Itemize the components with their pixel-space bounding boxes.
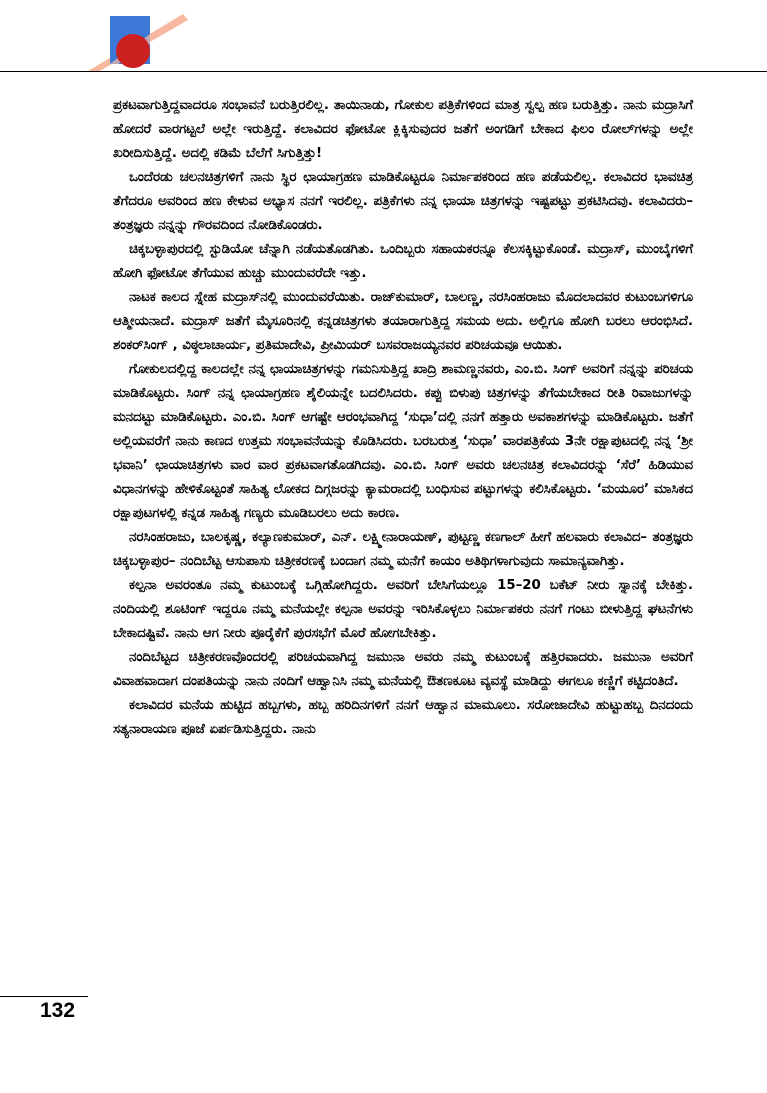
page-number: 132 [40, 999, 76, 1022]
header-rule [0, 71, 767, 72]
logo-red-circle [116, 34, 150, 68]
paragraph-9: ಕಲಾವಿದರ ಮನೆಯ ಹುಟ್ಟಿದ ಹಬ್ಬಗಳು, ಹಬ್ಬ ಹರಿದಿನಗಳಿಗೆ ನನಗೆ ಆಹ್ವಾನ ಮಾಮೂಲು. ಸರೋಜಾದೇವಿ ಹುಟ್ಟುಹಬ್ಬ ದಿನದಂದು ಸತ್ಯನಾರಾಯಣ ಪೂಜೆ ಏರ್ಪಡಿಸುತ್ತಿದ್ದರು. ನಾನು [113, 698, 693, 737]
paragraph-3: ಚಿಕ್ಕಬಳ್ಳಾಪುರದಲ್ಲಿ ಸ್ಟುಡಿಯೋ ಚೆನ್ನಾಗಿ ನಡೆಯತೊಡಗಿತು. ಒಂದಿಬ್ಬರು ಸಹಾಯಕರನ್ನೂ ಕೆಲಸಕ್ಕಿಟ್ಟುಕೊಂಡೆ. ಮದ್ರಾಸ್, ಮುಂಬೈಗಳಿಗೆ ಹೋಗಿ ಫೋಟೋ ತೆಗೆಯುವ ಹುಚ್ಚು ಮುಂದುವರೆದೇ ಇತ್ತು. [113, 242, 693, 281]
paragraph-4: ನಾಟಕ ಕಾಲದ ಸ್ನೇಹ ಮದ್ರಾಸ್‌ನಲ್ಲಿ ಮುಂದುವರೆಯಿತು. ರಾಜ್‌ಕುಮಾರ್, ಬಾಲಣ್ಣ, ನರಸಿಂಹರಾಜು ಮೊದಲಾದವರ ಕುಟುಂಬಗಳಿಗೂ ಆತ್ಮೀಯನಾದೆ. ಮದ್ರಾಸ್ ಜತೆಗೆ ಮೈಸೂರಿನಲ್ಲಿ ಕನ್ನಡಚಿತ್ರಗಳು ತಯಾರಾಗುತ್ತಿದ್ದ ಸಮಯ ಅದು. ಅಲ್ಲಿಗೂ ಹೋಗಿ ಬರಲು ಆರಂಭಿಸಿದೆ. ಶಂಕರ್‌ಸಿಂಗ್ , ವಿಠ್ಠಲಾಚಾರ್ಯ, ಪ್ರತಿಮಾದೇವಿ, ಪ್ರೀಮಿಯರ್ ಬಸವರಾಜಯ್ಯನವರ ಪರಿಚಯವೂ ಆಯಿತು. [113, 290, 693, 353]
paragraph-1: ಪ್ರಕಟವಾಗುತ್ತಿದ್ದವಾದರೂ ಸಂಭಾವನೆ ಬರುತ್ತಿರಲಿಲ್ಲ. ತಾಯಿನಾಡು, ಗೋಕುಲ ಪತ್ರಿಕೆಗಳಿಂದ ಮಾತ್ರ ಸ್ವಲ್ಪ ಹಣ ಬರುತ್ತಿತ್ತು. ನಾನು ಮದ್ರಾಸಿಗೆ ಹೋದರೆ ವಾರಗಟ್ಟಲೆ ಅಲ್ಲೇ ಇರುತ್ತಿದ್ದೆ. ಕಲಾವಿದರ ಫೋಟೋ ಕ್ಲಿಕ್ಕಿಸುವುದರ ಜತೆಗೆ ಅಂಗಡಿಗೆ ಬೇಕಾದ ಫಿಲಂ ರೋಲ್‌ಗಳನ್ನು ಅಲ್ಲೇ ಖರೀದಿಸುತ್ತಿದ್ದೆ. ಅದಲ್ಲಿ ಕಡಿಮೆ ಬೆಲೆಗೆ ಸಿಗುತ್ತಿತ್ತು! [113, 98, 693, 161]
publisher-logo [88, 14, 188, 72]
paragraph-7: ಕಲ್ಪನಾ ಅವರಂತೂ ನಮ್ಮ ಕುಟುಂಬಕ್ಕೆ ಒಗ್ಗಿಹೋಗಿದ್ದರು. ಅವರಿಗೆ ಬೇಸಿಗೆಯಲ್ಲೂ 15–20 ಬಕೆಟ್ ನೀರು ಸ್ನಾನಕ್ಕೆ ಬೇಕಿತ್ತು. ನಂದಿಯಲ್ಲಿ ಶೂಟಿಂಗ್ ಇದ್ದರೂ ನಮ್ಮ ಮನೆಯಲ್ಲೇ ಕಲ್ಪನಾ ಅವರನ್ನು ಇರಿಸಿಕೊಳ್ಳಲು ನಿರ್ಮಾಪಕರು ನನಗೆ ಗಂಟು ಬೀಳುತ್ತಿದ್ದ ಘಟನೆಗಳು ಬೇಕಾದಷ್ಟಿವೆ. ನಾನು ಆಗ ನೀರು ಪೂರೈಕೆಗೆ ಪುರಸಭೆಗೆ ಮೊರೆ ಹೋಗಬೇಕಿತ್ತು. [113, 578, 693, 641]
footer-rule [0, 996, 88, 997]
paragraph-6: ನರಸಿಂಹರಾಜು, ಬಾಲಕೃಷ್ಣ, ಕಲ್ಯಾಣಕುಮಾರ್, ಎನ್. ಲಕ್ಷ್ಮೀನಾರಾಯಣ್, ಪುಟ್ಟಣ್ಣ ಕಣಗಾಲ್ ಹೀಗೆ ಹಲವಾರು ಕಲಾವಿದ– ತಂತ್ರಜ್ಞರು ಚಿಕ್ಕಬಳ್ಳಾಪುರ– ನಂದಿಬೆಟ್ಟ ಆಸುಪಾಸು ಚಿತ್ರೀಕರಣಕ್ಕೆ ಬಂದಾಗ ನಮ್ಮ ಮನೆಗೆ ಕಾಯಂ ಅತಿಥಿಗಳಾಗುವುದು ಸಾಮಾನ್ಯವಾಗಿತ್ತು. [113, 530, 693, 569]
paragraph-8: ನಂದಿಬೆಟ್ಟದ ಚಿತ್ರೀಕರಣವೊಂದರಲ್ಲಿ ಪರಿಚಯವಾಗಿದ್ದ ಜಮುನಾ ಅವರು ನಮ್ಮ ಕುಟುಂಬಕ್ಕೆ ಹತ್ತಿರವಾದರು. ಜಮುನಾ ಅವರಿಗೆ ವಿವಾಹವಾದಾಗ ದಂಪತಿಯನ್ನು ನಾನು ನಂದಿಗೆ ಆಹ್ವಾನಿಸಿ ನಮ್ಮ ಮನೆಯಲ್ಲಿ ಔತಣಕೂಟ ವ್ಯವಸ್ಥೆ ಮಾಡಿದ್ದು ಈಗಲೂ ಕಣ್ಣಿಗೆ ಕಟ್ಟಿದಂತಿದೆ. [113, 650, 693, 689]
paragraph-5: ಗೋಕುಲದಲ್ಲಿದ್ದ ಕಾಲದಲ್ಲೇ ನನ್ನ ಛಾಯಾಚಿತ್ರಗಳನ್ನು ಗಮನಿಸುತ್ತಿದ್ದ ಖಾದ್ರಿ ಶಾಮಣ್ಣನವರು, ಎಂ.ಬಿ. ಸಿಂಗ್ ಅವರಿಗೆ ನನ್ನನ್ನು ಪರಿಚಯ ಮಾಡಿಕೊಟ್ಟರು. ಸಿಂಗ್ ನನ್ನ ಛಾಯಾಗ್ರಹಣ ಶೈಲಿಯನ್ನೇ ಬದಲಿಸಿದರು. ಕಪ್ಪು ಬಿಳುಪು ಚಿತ್ರಗಳನ್ನು ತೆಗೆಯಬೇಕಾದ ರೀತಿ ರಿವಾಜುಗಳನ್ನು ಮನದಟ್ಟು ಮಾಡಿಕೊಟ್ಟರು. ಎಂ.ಬಿ. ಸಿಂಗ್ ಆಗಷ್ಟೇ ಆರಂಭವಾಗಿದ್ದ ‘ಸುಧಾ’ದಲ್ಲಿ ನನಗೆ ಹತ್ತಾರು ಅವಕಾಶಗಳನ್ನು ಮಾಡಿಕೊಟ್ಟರು. ಜತೆಗೆ ಅಲ್ಲಿಯವರೆಗೆ ನಾನು ಕಾಣದ ಉತ್ತಮ ಸಂಭಾವನೆಯನ್ನು ಕೊಡಿಸಿದರು. ಬರಬರುತ್ತ ‘ಸುಧಾ’ ವಾರಪತ್ರಿಕೆಯ 3ನೇ ರಕ್ಷಾಪುಟದಲ್ಲಿ ನನ್ನ ‘ಶ್ರೀ ಭವಾನಿ’ ಛಾಯಾಚಿತ್ರಗಳು ವಾರ ವಾರ ಪ್ರಕಟವಾಗತೊಡಗಿದವು. ಎಂ.ಬಿ. ಸಿಂಗ್ ಅವರು ಚಲನಚಿತ್ರ ಕಲಾವಿದರನ್ನು ‘ಸೆರೆ’ ಹಿಡಿಯುವ ವಿಧಾನಗಳನ್ನು ಹೇಳಿಕೊಟ್ಟಂತೆ ಸಾಹಿತ್ಯ ಲೋಕದ ದಿಗ್ಗಜರನ್ನು ಕ್ಯಾಮರಾದಲ್ಲಿ ಬಂಧಿಸುವ ಪಟ್ಟುಗಳನ್ನು ಕಲಿಸಿಕೊಟ್ಟರು. ‘ಮಯೂರ’ ಮಾಸಿಕದ ರಕ್ಷಾಪುಟಗಳಲ್ಲಿ ಕನ್ನಡ ಸಾಹಿತ್ಯ ಗಣ್ಯರು ಮೂಡಿಬರಲು ಅದು ಕಾರಣ. [113, 362, 693, 521]
paragraph-2: ಒಂದೆರಡು ಚಲನಚಿತ್ರಗಳಿಗೆ ನಾನು ಸ್ಥಿರ ಛಾಯಾಗ್ರಹಣ ಮಾಡಿಕೊಟ್ಟರೂ ನಿರ್ಮಾಪಕರಿಂದ ಹಣ ಪಡೆಯಲಿಲ್ಲ. ಕಲಾವಿದರ ಭಾವಚಿತ್ರ ತೆಗೆದರೂ ಅವರಿಂದ ಹಣ ಕೇಳುವ ಅಭ್ಯಾಸ ನನಗೆ ಇರಲಿಲ್ಲ. ಪತ್ರಿಕೆಗಳು ನನ್ನ ಛಾಯಾ ಚಿತ್ರಗಳನ್ನು ಇಷ್ಟಪಟ್ಟು ಪ್ರಕಟಿಸಿದವು. ಕಲಾವಿದರು– ತಂತ್ರಜ್ಞರು ನನ್ನನ್ನು ಗೌರವದಿಂದ ನೋಡಿಕೊಂಡರು. [113, 170, 693, 233]
page-body [113, 94, 693, 742]
